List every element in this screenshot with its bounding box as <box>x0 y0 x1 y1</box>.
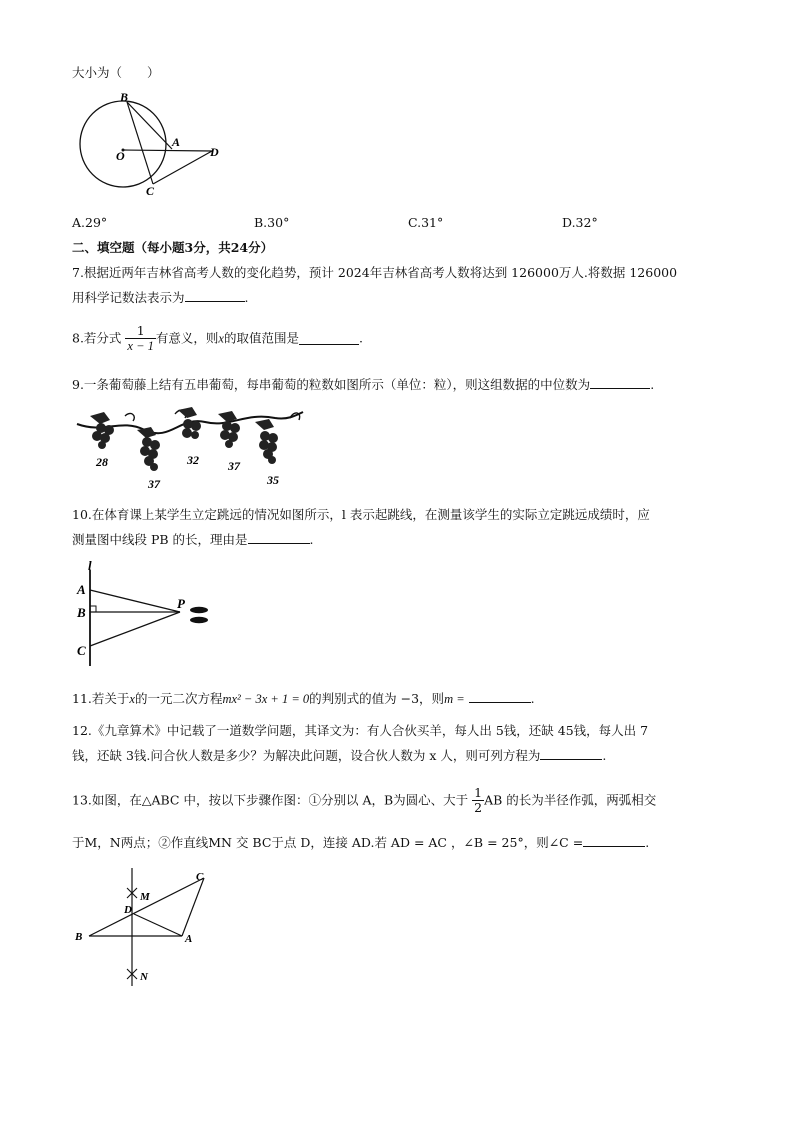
q6-label-a: A <box>172 135 181 149</box>
q13-label-n: N <box>140 971 148 983</box>
section-heading: 二、填空题（每小题3分，共24分） <box>72 240 274 255</box>
q9-count-4: 37 <box>228 459 240 473</box>
q13-label-m: M <box>140 891 150 903</box>
q8-fraction: $\frac{1}{x - 1}$ <box>127 323 154 353</box>
q6-label-c: C <box>146 184 155 198</box>
q10-label-p: P <box>177 596 185 611</box>
q9-count-2: 37 <box>148 477 160 491</box>
q13-label-b: B <box>75 931 83 943</box>
q12-line2: 钱，还缺 3钱.问合伙人数是多少？为解决此问题，设合伙人数为 x 人，则可列方程为 . <box>72 748 607 763</box>
q13-fraction: $\frac{1}{2}$ <box>474 785 483 815</box>
q10-label-l: l <box>88 558 92 573</box>
q10-line1: 10.在体育课上某学生立定跳远的情况如图所示，l 表示起跳线，在测量该学生的实际立定跳远成绩时，应 <box>72 507 650 522</box>
q6-option-d: D.32° <box>562 215 598 230</box>
q11-line: 11.若关于x的一元二次方程mx² − 3x + 1 = 0的判别式的值为 −3，则m = . <box>72 691 535 706</box>
q12-answer-blank <box>540 747 602 760</box>
q10-label-c: C <box>77 643 86 658</box>
q6-option-a: A.29° <box>72 215 108 230</box>
q7-line2: 用科学记数法表示为 . <box>72 290 249 305</box>
q6-label-b: B <box>120 90 129 104</box>
q11-answer-blank <box>469 690 531 703</box>
q6-intro: 大小为（ ） <box>72 65 160 80</box>
q6-label-d: D <box>210 145 219 159</box>
q9-line: 9.一条葡萄藤上结有五串葡萄，每串葡萄的粒数如图所示（单位：粒），则这组数据的中位数为 . <box>72 377 655 392</box>
q10-label-b: B <box>77 605 86 620</box>
q7-line1: 7.根据近两年吉林省高考人数的变化趋势，预计 2024年吉林省高考人数将达到 126000万人.将数据 126000 <box>72 265 678 280</box>
q9-count-3: 32 <box>187 453 199 467</box>
q13-answer-blank <box>583 834 645 847</box>
q9-answer-blank <box>590 376 650 389</box>
q10-answer-blank <box>248 531 310 544</box>
q10-label-a: A <box>77 582 86 597</box>
q13-label-d: D <box>124 904 132 916</box>
q7-answer-blank <box>185 289 245 302</box>
q9-grape-vine-figure <box>75 404 305 494</box>
q13-line1: 13.如图，在△ABC 中，按以下步骤作图：①分别以 A，B为圆心、大于 $\frac{1}{2}$ AB 的长为半径作弧，两弧相交 <box>72 785 657 815</box>
q8-line: 8.若分式 $\frac{1}{x - 1}$ 有意义，则x的取值范围是 . <box>72 323 363 353</box>
q10-line2: 测量图中线段 PB 的长，理由是 . <box>72 532 314 547</box>
q6-label-o: O <box>116 149 125 163</box>
q10-long-jump-figure <box>72 560 222 670</box>
q13-label-c: C <box>196 871 204 883</box>
q13-line2: 于M，N两点；②作直线MN 交 BC于点 D，连接 AD.若 AD = AC ，∠B = 25°，则∠C = . <box>72 835 650 850</box>
q12-line1: 12.《九章算术》中记载了一道数学问题，其译文为：有人合伙买羊，每人出 5钱，还缺 45钱，每人出 7 <box>72 723 649 738</box>
q9-count-5: 35 <box>267 473 279 487</box>
q6-option-c: C.31° <box>408 215 444 230</box>
q13-triangle-figure <box>72 868 222 993</box>
q6-option-b: B.30° <box>254 215 290 230</box>
q6-circle-figure <box>80 88 230 203</box>
q13-label-a: A <box>185 933 193 945</box>
q8-answer-blank <box>299 332 359 345</box>
q9-count-1: 28 <box>96 455 108 469</box>
